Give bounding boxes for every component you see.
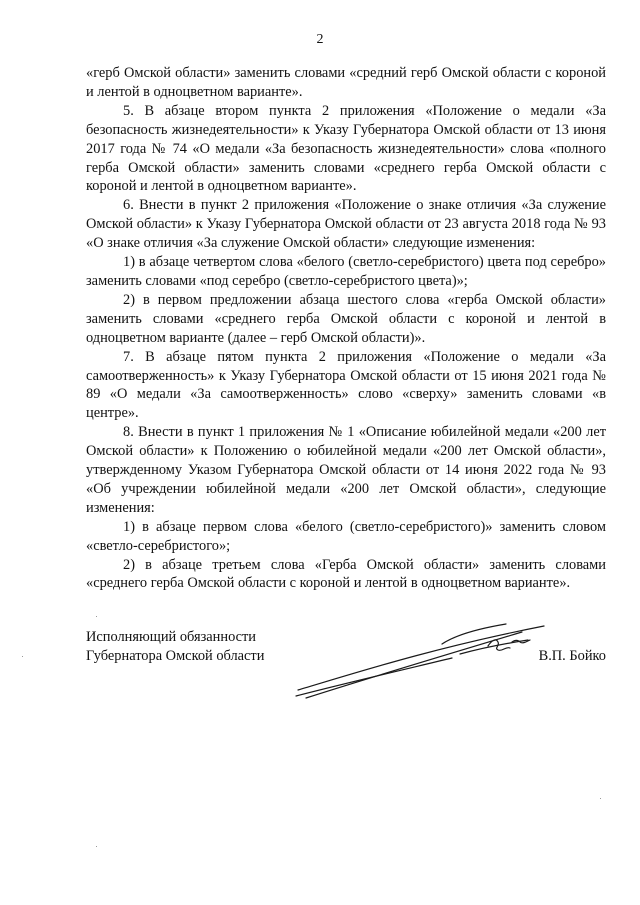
signatory-name: В.П. Бойко xyxy=(538,648,606,664)
scan-speck xyxy=(600,798,601,799)
paragraph-item-5: 5. В абзаце втором пункта 2 приложения «Положение о медали «За безопасность жизнедеятельности» к Указу Губернатора Омской области от 13 июня 2017 года № 74 «О медали «За безопасность жизнедеятельности» слова «полного герба Омской области» заменить словами «среднего герба Омской области с короной и лентой в одноцветном варианте». xyxy=(86,102,606,195)
page-number: 2 xyxy=(316,32,324,47)
paragraph-item-8: 8. Внести в пункт 1 приложения № 1 «Описание юбилейной медали «200 лет Омской области» к Положению о юбилейной медали «200 лет Омской области», утвержденному Указом Губернатора Омской области от 14 июня 2022 года № 93 «Об учреждении юбилейной медали «200 лет Омской области», следующие изменения: xyxy=(86,424,606,516)
scan-speck xyxy=(22,656,23,657)
paragraph-item-7: 7. В абзаце пятом пункта 2 приложения «Положение о медали «За самоотверженность» к Указу Губернатора Омской области от 15 июня 2021 года № 89 «О медали «За самоотверженность» слово «сверху» заменить словами «в центре». xyxy=(86,348,606,422)
signatory-role xyxy=(86,628,264,666)
signature-block xyxy=(86,628,606,708)
paragraph-item-6: 6. Внести в пункт 2 приложения «Положение о знаке отличия «За служение Омской области» к Указу Губернатора Омской области от 23 августа 2018 года № 93 «О знаке отличия «За служение Омской области» следующие изменения: xyxy=(86,197,606,252)
scan-speck xyxy=(96,616,97,617)
paragraph-item-6-sub-1: 1) в абзаце четвертом слова «белого (светло-серебристого) цвета под серебро» заменить словами «под серебро (светло-серебристого цвета)»; xyxy=(86,254,606,289)
paragraph-item-8-sub-2: 2) в абзаце третьем слова «Герба Омской области» заменить словами «среднего герба Омской области с короной и лентой в одноцветном варианте». xyxy=(86,556,606,592)
paragraph-continuation: «герб Омской области» заменить словами «средний герб Омской области с короной и лентой в одноцветном варианте». xyxy=(86,65,606,100)
document-body xyxy=(86,64,606,593)
handwritten-signature xyxy=(292,618,572,708)
scan-speck xyxy=(96,846,97,847)
signatory-role-line-2: Губернатора Омской области xyxy=(86,647,265,664)
paragraph-item-6-sub-2: 2) в первом предложении абзаца шестого слова «герба Омской области» заменить словами «среднего герба Омской области с короной и лентой в одноцветном варианте (далее – герб Омской области)». xyxy=(86,291,606,346)
paragraph-item-8-sub-1: 1) в абзаце первом слова «белого (светло-серебристого)» заменить словом «светло-серебристого»; xyxy=(86,518,606,554)
signatory-role-line-1: Исполняющий обязанности xyxy=(86,629,257,645)
